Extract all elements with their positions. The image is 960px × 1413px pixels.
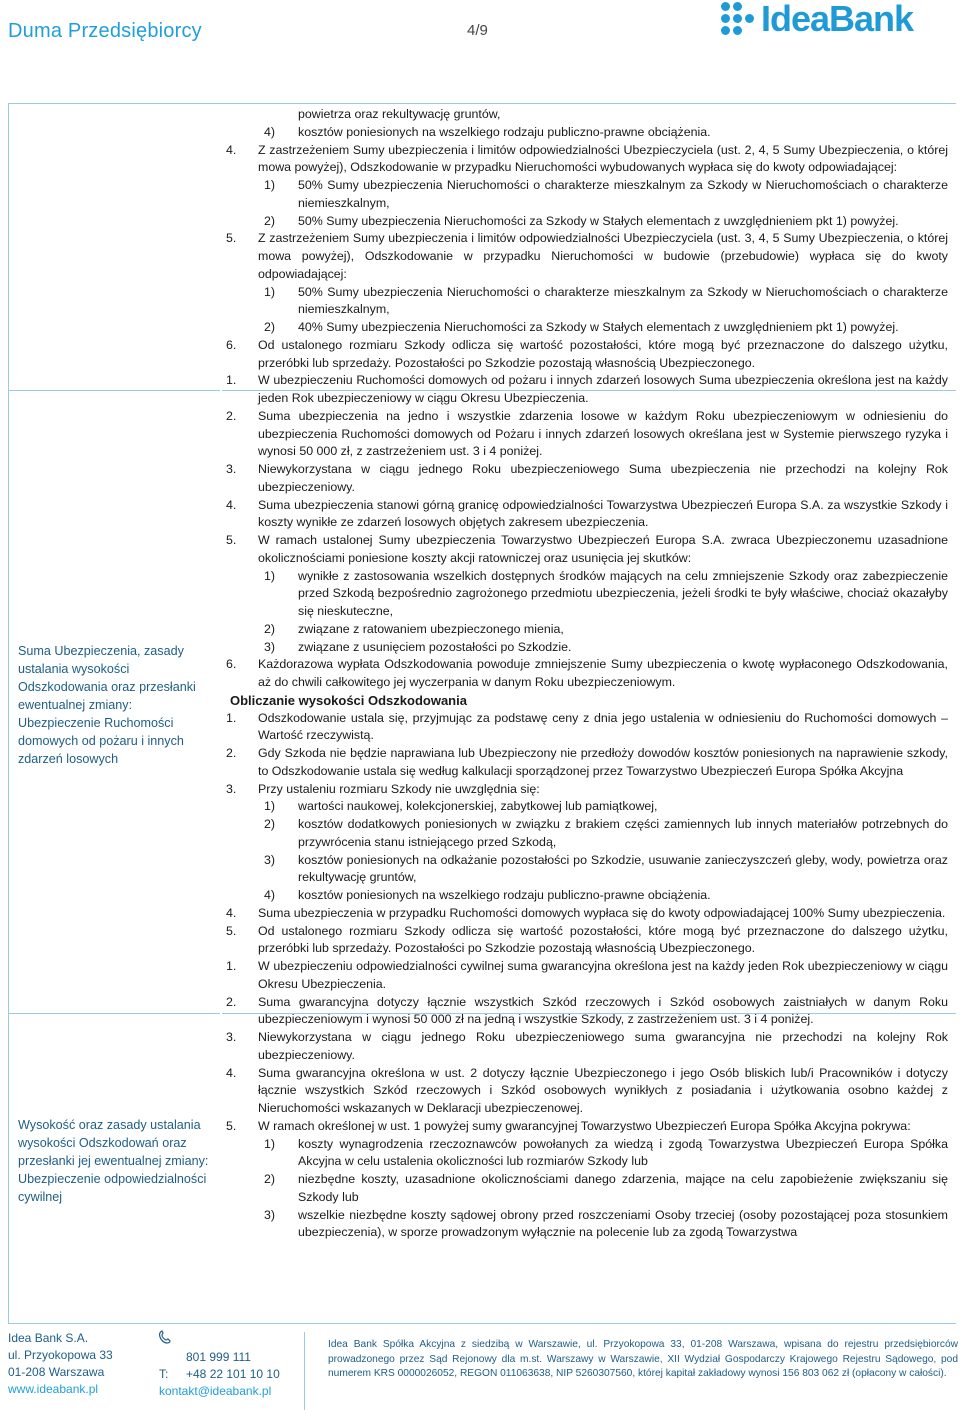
footer-city: 01-208 Warszawa	[8, 1365, 105, 1379]
list-item: 2) kosztów dodatkowych poniesionych w związku z brakiem części zamiennych lub innych materiałów potrzebnych do przywrócenia stanu istniejącego przed Szkodą,	[264, 817, 948, 849]
section-divider-a	[8, 390, 220, 391]
footer-street: ul. Przyokopowa 33	[8, 1348, 113, 1362]
list-item: 2. Suma gwarancyjna dotyczy łącznie wszystkich Szkód rzeczowych i Szkód osobowych zaistniałych w danym Roku ubezpieczeniowym i wynosi 50 000 zł na jedną i wszystkie Szkody, z zastrzeżeniem ust. 3 i 4 poniżej.	[226, 994, 948, 1027]
list-item: 4. Suma ubezpieczenia stanowi górną granicę odpowiedzialności Towarzystwa Ubezpieczeń Europa S.A. za wszystkie Szkody i koszty wynikłe ze zdarzeń losowych objętych zakresem ubezpieczenia.	[226, 497, 948, 530]
header-rule	[8, 103, 956, 104]
list-item: 1. W ubezpieczeniu odpowiedzialności cywilnej suma gwarancyjna określona jest na każdy jeden Rok ubezpieczeniowy w ciągu Okresu Ubezpieczenia.	[226, 959, 948, 991]
sidebar-divider	[8, 103, 9, 1323]
list-item: 6. Każdorazowa wypłata Odszkodowania powoduje zmniejszenie Sumy ubezpieczenia o kwotę wypłaconego Odszkodowania, aż do chwili całkowitego jej wyczerpania w danym Roku ubezpieczeniowym.	[226, 657, 948, 689]
sidebar-section-title-sum-insured: Suma Ubezpieczenia, zasady ustalania wysokości Odszkodowania oraz przesłanki ewentualnej zmiany: Ubezpieczenie Ruchomości domowych od pożaru i innych zdarzeń losowych	[18, 644, 196, 766]
page-number: 4/9	[467, 22, 488, 39]
paragraph: powietrza oraz rekultywację gruntów,	[298, 107, 501, 121]
footer-contact: 801 999 111 T: +48 22 101 10 10 kontakt@ideabank.pl	[159, 1330, 299, 1400]
list-item: 6. Od ustalonego rozmiaru Szkody odlicza się wartość pozostałości, które mogą być przeznaczone do dalszego użytku, przeróbki lub sprzedaży. Pozostałości po Szkodzie pozostają własnością Ubezpieczonego.	[226, 337, 948, 370]
footer-address	[8, 1330, 113, 1398]
list-item: 1) 50% Sumy ubezpieczenia Nieruchomości o charakterze mieszkalnym za Szkody w Nieruchomościach o charakterze niemieszkalnym,	[264, 178, 948, 210]
list-item: 2) 40% Sumy ubezpieczenia Nieruchomości za Szkody w Stałych elementach z uwzględnieniem pkt 1) powyżej.	[264, 320, 899, 334]
list-item: 4. Z zastrzeżeniem Sumy ubezpieczenia i limitów odpowiedzialności Ubezpieczyciela (ust. 2, 4, 5 Sumy Ubezpieczenia, o której mowa powyżej), Odszkodowanie w przypadku Nieruchomości wybudowanych wypłaca się do kwoty odpowiadającej:	[226, 142, 948, 175]
list-item: 5. W ramach określonej w ust. 1 powyżej sumy gwarancyjnej Towarzystwo Ubezpieczeń Europa Spółka Akcyjna pokrywa:	[226, 1118, 911, 1133]
page-footer	[0, 1330, 960, 1413]
page-header	[0, 0, 960, 70]
document-title: Duma Przedsiębiorcy	[8, 20, 202, 42]
footer-legal-notice: Idea Bank Spółka Akcyjna z siedzibą w Warszawie, ul. Przyokopowa 33, 01-208 Warszawa, wpisana do rejestru przedsiębiorców prowadzonego przez Sąd Rejonowy dla m.st. Warszawy w Warszawie, XII Wydział Gospodarczy Krajowego Rejestru Sądowego, pod numerem KRS 0000026052, REGON 011063638, NIP 5260307560, której kapitał zakładowy wynosi 156 803 062 zł (opłacony w całości).	[328, 1339, 958, 1379]
list-item: 5. Z zastrzeżeniem Sumy ubezpieczenia i limitów odpowiedzialności Ubezpieczyciela (ust. 3, 4, 5 Sumy Ubezpieczenia, o której mowa powyżej), Odszkodowanie w przypadku Nieruchomości w budowie (przebudowie) wypłaca się do kwoty odpowiadającej:	[226, 231, 948, 281]
list-item: 3) związane z usunięciem pozostałości po Szkodzie.	[264, 639, 572, 654]
footer-email-link[interactable]: kontakt@ideabank.pl	[159, 1384, 272, 1398]
footer-rule	[8, 1323, 956, 1324]
list-item: 2. Suma ubezpieczenia na jedno i wszystkie zdarzenia losowe w każdym Roku ubezpieczeniowym w odniesieniu do ubezpieczenia Ruchomości domowych od Pożaru i innych zdarzeń losowych określana jest w Systemie pierwszego ryzyka i wynosi 50 000 zł, z zastrzeżeniem ust. 3 i 4 poniżej.	[226, 408, 948, 459]
footer-divider	[304, 1332, 305, 1410]
section-heading: Obliczanie wysokości Odszkodowania	[230, 692, 467, 708]
list-item: 1) wartości naukowej, kolekcjonerskiej, zabytkowej lub pamiątkowej,	[264, 799, 658, 814]
list-item: 1. Odszkodowanie ustala się, przyjmując za podstawę ceny z dnia jego ustalenia w odniesieniu do Ruchomości domowych – Wartość rzeczywistą.	[226, 710, 948, 743]
list-item: 1. W ubezpieczeniu Ruchomości domowych od pożaru i innych zdarzeń losowych Suma ubezpieczenia określona jest na każdy jeden Rok ubezpieczeniowy w ciągu Okresu Ubezpieczenia.	[226, 373, 948, 405]
footer-hotline: 801 999 111	[186, 1350, 251, 1364]
list-item: 2) 50% Sumy ubezpieczenia Nieruchomości za Szkody w Stałych elementach z uwzględnieniem pkt 1) powyżej.	[264, 213, 899, 228]
list-item: 3. Niewykorzystana w ciągu jednego Roku ubezpieczeniowego suma gwarancyjna nie przechodzi na kolejny Rok ubezpieczeniowy.	[226, 1030, 948, 1062]
list-item: 5. Od ustalonego rozmiaru Szkody odlicza się wartość pozostałości, które mogą być przeznaczone do dalszego użytku, przeróbki lub sprzedaży. Pozostałości po Szkodzie pozostają własnością Ubezpieczonego.	[226, 923, 948, 956]
list-item: 1) wynikłe z zastosowania wszelkich dostępnych środków mających na celu zmniejszenie Szkody oraz zabezpieczenie przed Szkodą bezpośrednio zagrożonego przedmiotu ubezpieczenia, jeżeli środki te były właściwe, chociaż okazałyby się nieskuteczne,	[264, 568, 948, 618]
list-item: 4. Suma gwarancyjna określona w ust. 2 dotyczy łącznie Ubezpieczonego i jego Osób bliskich lub/i Pracowników i dotyczy łącznie wszystkich Szkód rzeczowych i Szkód osobowych wynikłych z posiadania i użytkowania osobno każdej z Nieruchomości wskazanych w Deklaracji ubezpieczenowej.	[226, 1065, 948, 1115]
logo-dots-icon	[721, 2, 755, 40]
list-item: 4. Suma ubezpieczenia w przypadku Ruchomości domowych wypłaca się do kwoty odpowiadającej 100% Sumy ubezpieczenia.	[226, 905, 946, 920]
list-item: 1) 50% Sumy ubezpieczenia Nieruchomości o charakterze mieszkalnym za Szkody w Nieruchomościach o charakterze niemieszkalnym,	[264, 284, 948, 317]
list-item: 3. Przy ustaleniu rozmiaru Szkody nie uwzględnia się:	[226, 781, 540, 796]
list-item: 5. W ramach ustalonej Sumy ubezpieczenia Towarzystwo Ubezpieczeń Europa S.A. zwraca Ubezpieczonemu uzasadnione okolicznościami poniesione koszty akcji ratowniczej oraz usunięcia jej skutków:	[226, 533, 948, 565]
brand-logo	[721, 2, 957, 42]
list-item: 4) kosztów poniesionych na wszelkiego rodzaju publiczno-prawne obciążenia.	[264, 124, 711, 139]
sidebar-section-title-liability: Wysokość oraz zasady ustalania wysokości Odszkodowań oraz przesłanki jej ewentualnej zmiany: Ubezpieczenie odpowiedzialności cywilnej	[18, 1118, 209, 1204]
main-content	[226, 106, 948, 1242]
list-item: 2. Gdy Szkoda nie będzie naprawiana lub Ubezpieczony nie przedłoży dowodów kosztów poniesionych na naprawienie szkody, to Odszkodowanie ustala się według kalkulacji sporządzonej przez Towarzystwo Ubezpieczeń Europa Spółka Akcyjna	[226, 746, 948, 778]
list-item: 4) kosztów poniesionych na wszelkiego rodzaju publiczno-prawne obciążenia.	[264, 888, 711, 902]
phone-handset-icon	[159, 1330, 186, 1349]
list-item: 1) koszty wynagrodzenia rzeczoznawców powołanych za wiedzą i zgodą Towarzystwa Ubezpieczeń Europa Spółka Akcyjna w celu ustalenia okoliczności lub rozmiarów Szkody lub	[264, 1136, 948, 1169]
footer-phone: +48 22 101 10 10	[186, 1367, 280, 1381]
list-item: 2) związane z ratowaniem ubezpieczonego mienia,	[264, 621, 564, 636]
footer-website-link[interactable]: www.ideabank.pl	[8, 1382, 99, 1396]
list-item: 3) kosztów poniesionych na odkażanie pozostałości po Szkodzie, usuwanie zanieczyszczeń gleby, wody, powietrza oraz rekultywację gruntów,	[264, 852, 948, 885]
section-divider-c	[8, 1013, 220, 1014]
footer-company-name: Idea Bank S.A.	[8, 1331, 89, 1345]
logo-wordmark: IdeaBank	[761, 0, 914, 39]
list-item: 3. Niewykorzystana w ciągu jednego Roku ubezpieczeniowego Suma ubezpieczenia nie przechodzi na kolejny Rok ubezpieczeniowy.	[226, 462, 948, 494]
list-item: 2) niezbędne koszty, uzasadnione okolicznościami danego zdarzenia, mające na celu zapobieżenie zwiększaniu się Szkody lub	[264, 1172, 948, 1204]
list-item: 3) wszelkie niezbędne koszty sądowej obrony przed roszczeniami Osoby trzeciej (osoby pozostającej poza stosunkiem ubezpieczenia), w sporze prowadzonym wyłącznie na polecenie lub za zgodą Towarzystwa	[264, 1207, 948, 1240]
